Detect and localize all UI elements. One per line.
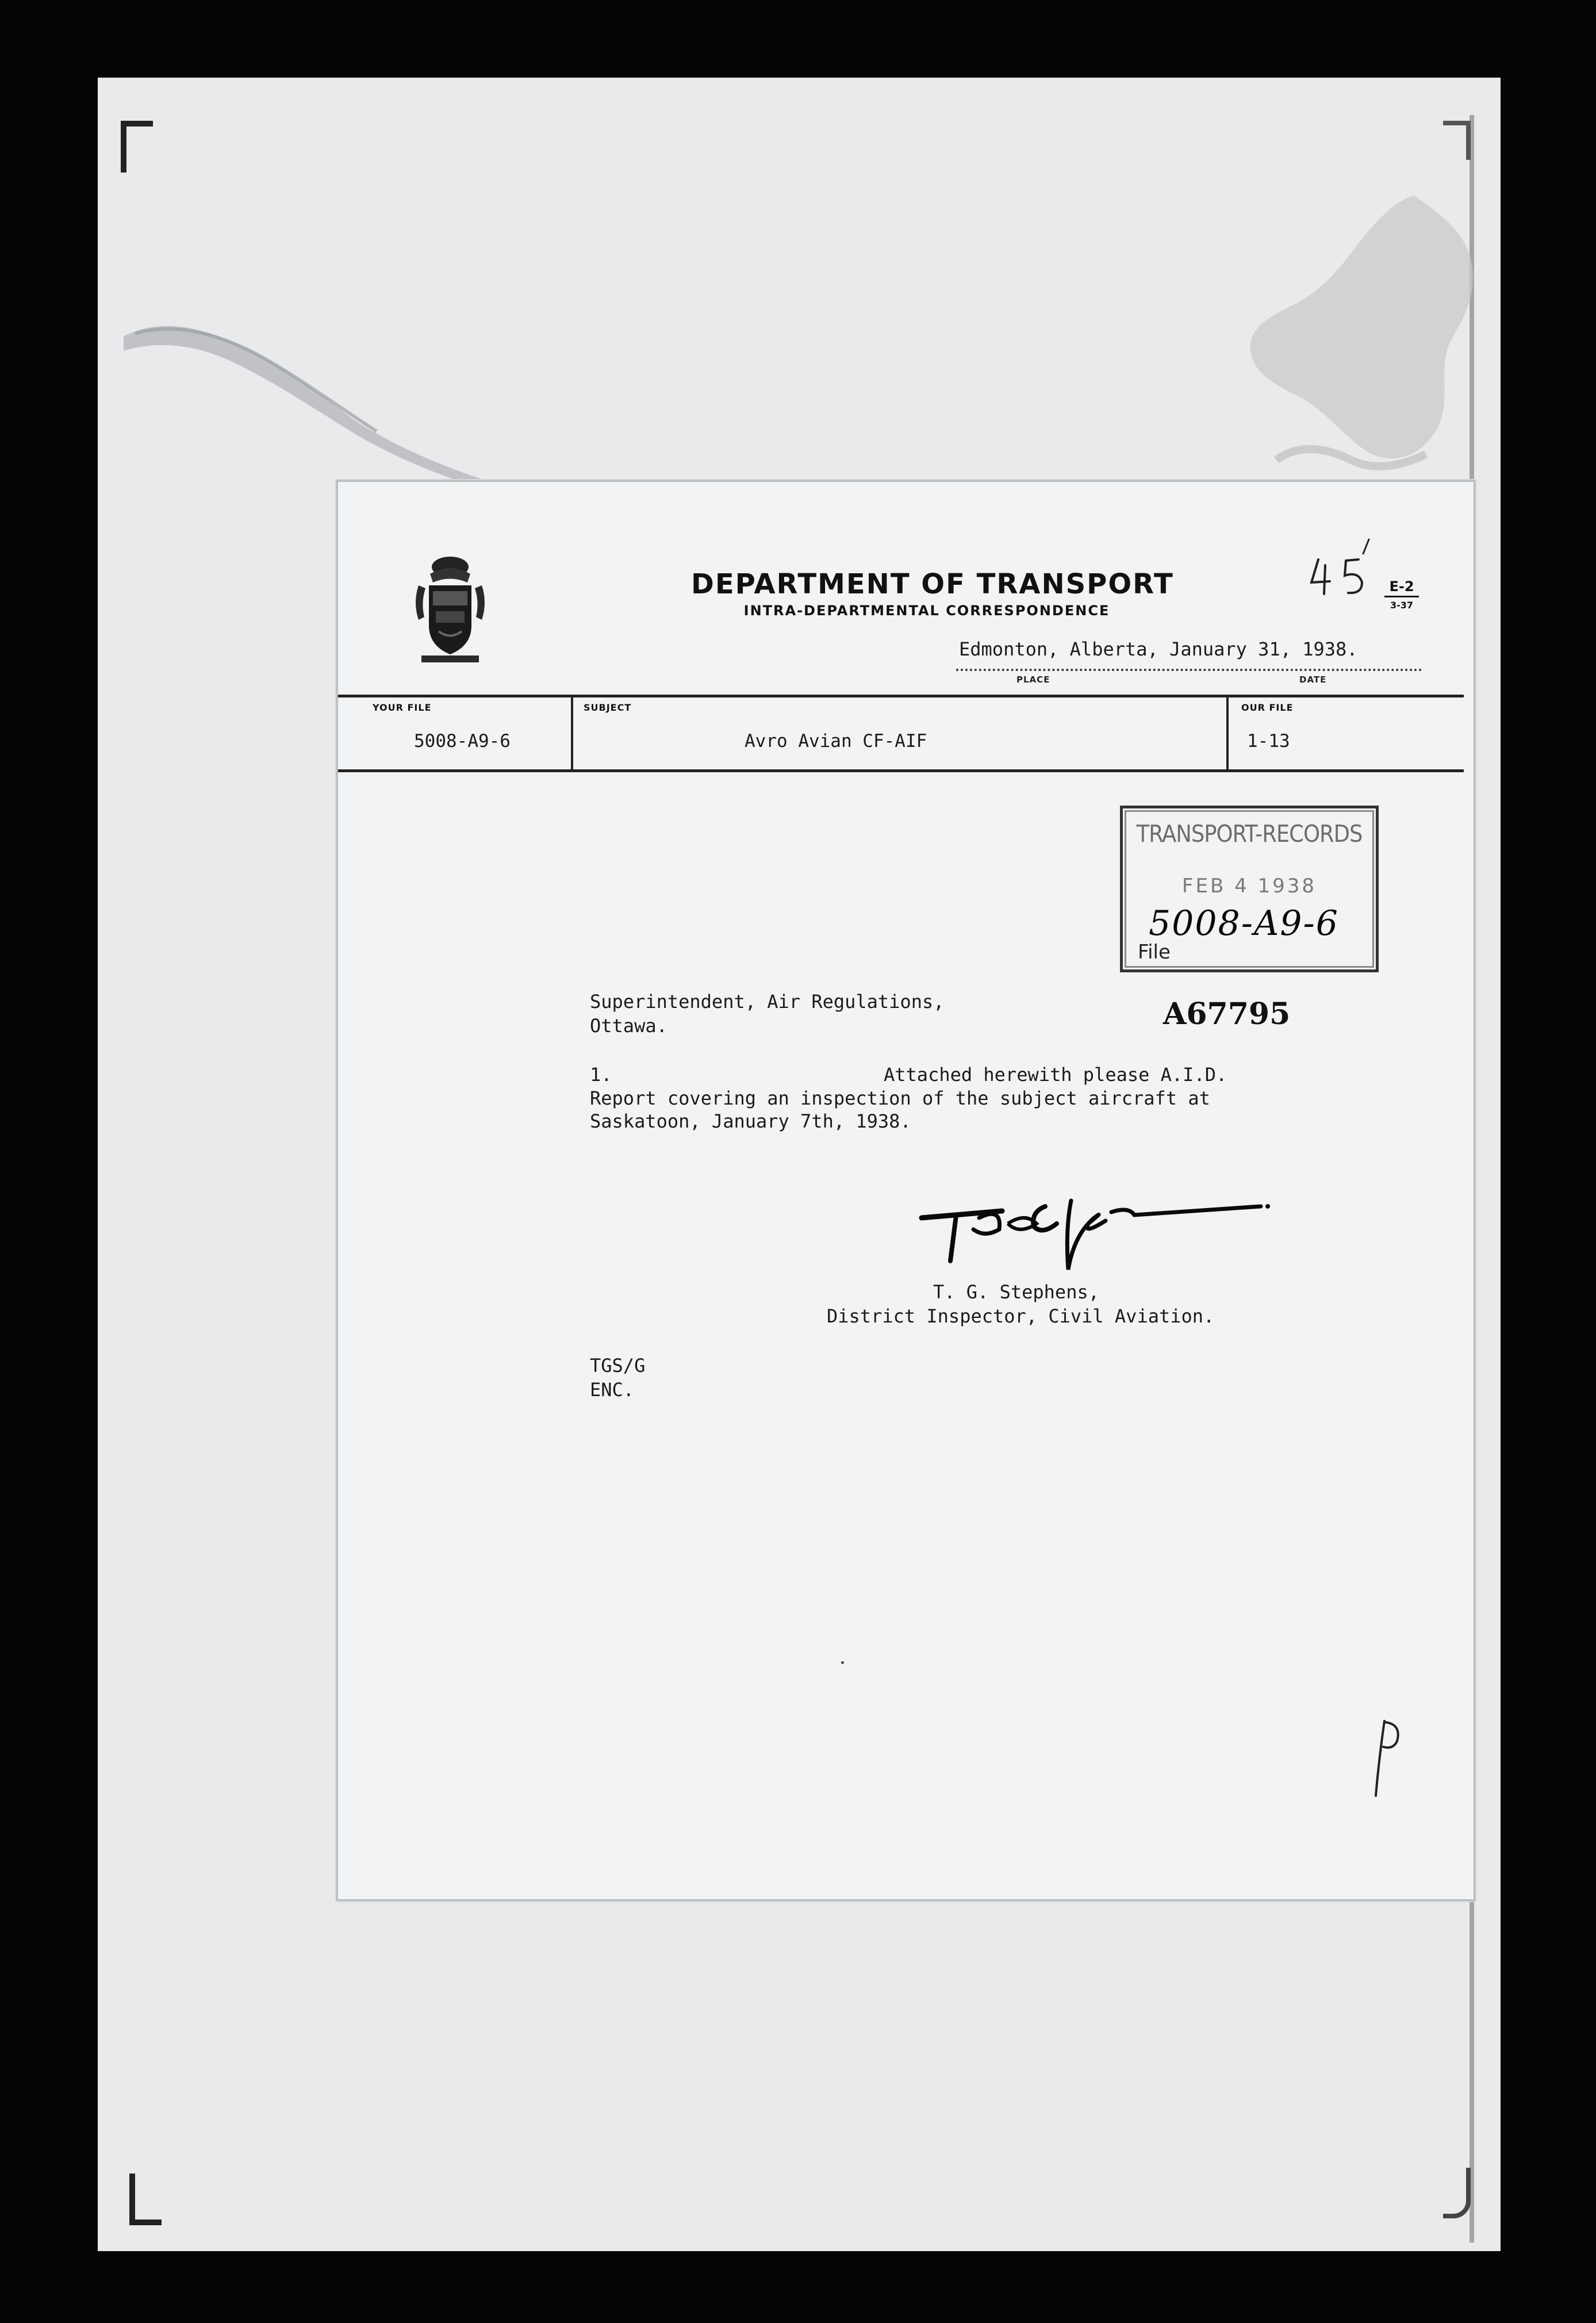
our-file-label: OUR FILE xyxy=(1241,702,1294,713)
body-line-2: Report covering an inspection of the subject aircraft at xyxy=(590,1087,1210,1109)
transport-records-stamp xyxy=(1120,806,1379,972)
document-number: A67795 xyxy=(1163,996,1291,1032)
signer-name: T. G. Stephens, xyxy=(933,1281,1099,1303)
subject-value: Avro Avian CF-AIF xyxy=(745,731,927,752)
department-title: DEPARTMENT OF TRANSPORT xyxy=(691,568,1174,600)
body-line-3: Saskatoon, January 7th, 1938. xyxy=(590,1110,911,1132)
ink-speck xyxy=(841,1661,844,1664)
memo-sheet xyxy=(336,480,1475,1901)
paragraph-number: 1. xyxy=(590,1064,612,1086)
crop-mark-top-right xyxy=(1443,121,1471,160)
handwritten-number-45 xyxy=(1307,536,1387,600)
form-number xyxy=(1384,578,1419,611)
your-file-label: YOUR FILE xyxy=(373,702,432,713)
correspondence-subtitle: INTRA-DEPARTMENTAL CORRESPONDENCE xyxy=(743,603,1110,619)
form-revision: 3-37 xyxy=(1390,600,1414,611)
signer-title: District Inspector, Civil Aviation. xyxy=(827,1305,1215,1327)
reference-initials: TGS/G xyxy=(590,1355,646,1377)
coat-of-arms-icon xyxy=(407,551,493,666)
stamp-date: FEB 4 1938 xyxy=(1181,875,1317,898)
form-code: E-2 xyxy=(1384,578,1419,597)
enclosure-note: ENC. xyxy=(590,1379,635,1401)
crop-mark-bottom-right xyxy=(1443,2168,1471,2218)
date-caption: DATE xyxy=(1299,674,1327,685)
stamp-file-label: File xyxy=(1138,941,1171,964)
your-file-cell xyxy=(338,697,573,769)
addressee-line-1: Superintendent, Air Regulations, xyxy=(590,991,945,1013)
subject-label: SUBJECT xyxy=(584,702,632,713)
subject-cell xyxy=(571,697,1229,769)
our-file-cell xyxy=(1229,697,1464,769)
our-file-value: 1-13 xyxy=(1247,731,1290,752)
place-date-rule xyxy=(956,669,1422,671)
body-line-1: Attached herewith please A.I.D. xyxy=(884,1064,1227,1086)
reference-table xyxy=(338,695,1464,772)
your-file-value: 5008-A9-6 xyxy=(414,731,511,752)
handwritten-signature xyxy=(916,1183,1272,1287)
crop-mark-top-left xyxy=(121,121,153,172)
place-date-line: Edmonton, Alberta, January 31, 1938. xyxy=(959,638,1358,660)
handwritten-mark xyxy=(1361,1715,1407,1801)
stamp-file-number: 5008-A9-6 xyxy=(1149,903,1339,944)
stamp-title: TRANSPORT-RECORDS xyxy=(1136,820,1363,848)
place-caption: PLACE xyxy=(1016,674,1050,685)
crop-mark-bottom-left xyxy=(129,2174,162,2225)
addressee-line-2: Ottawa. xyxy=(590,1015,667,1037)
